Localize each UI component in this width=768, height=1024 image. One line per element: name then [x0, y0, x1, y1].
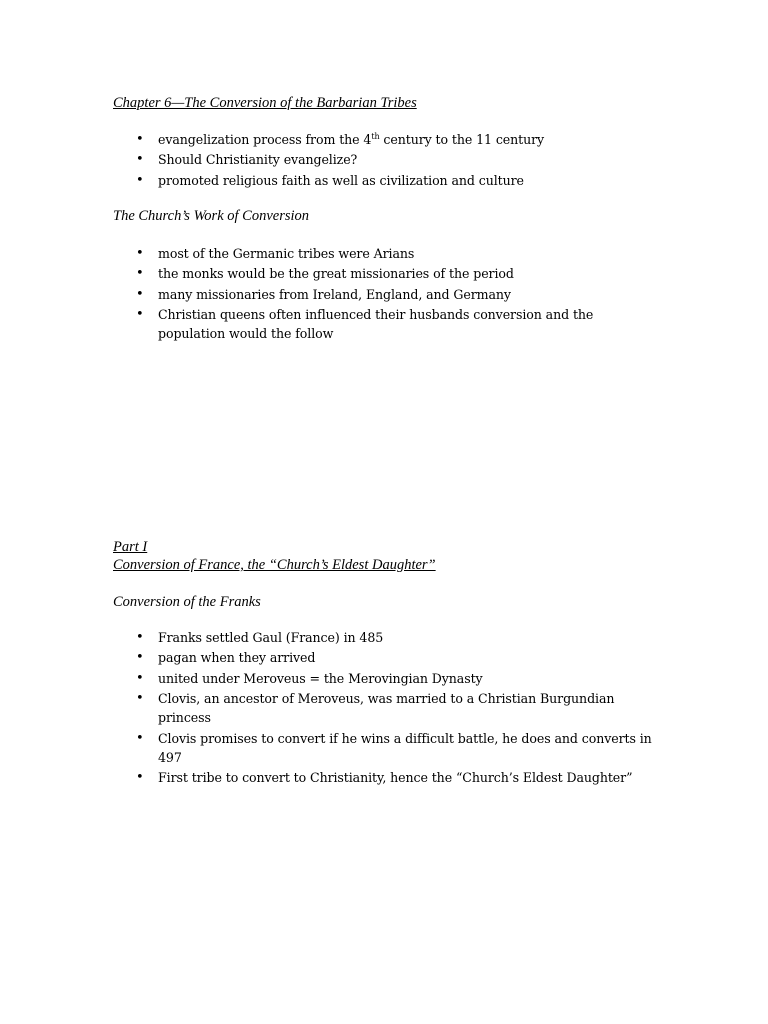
bullet-icon: • — [136, 266, 144, 282]
section-heading-church-work: The Church’s Work of Conversion — [113, 208, 310, 224]
section2-bullet-list — [0, 628, 658, 788]
list-item-text: pagan when they arrived — [158, 650, 316, 666]
list-item — [0, 305, 658, 343]
list-item — [0, 264, 658, 283]
list-item — [0, 689, 658, 727]
bullet-icon: • — [136, 307, 144, 323]
bullet-icon: • — [136, 730, 144, 746]
list-item-text: century to the 11 century — [379, 132, 545, 147]
list-item-text: the monks would be the great missionaries of the period — [158, 266, 514, 282]
section-heading-franks: Conversion of the Franks — [113, 594, 261, 610]
list-item-text: Should Christianity evangelize? — [158, 152, 358, 168]
list-item — [0, 285, 658, 304]
list-item-text: united under Meroveus = the Merovingian Dynasty — [158, 670, 483, 686]
list-item — [0, 244, 658, 263]
list-item — [0, 171, 658, 190]
list-item-text: many missionaries from Ireland, England, and Germany — [158, 286, 511, 302]
list-item — [0, 648, 658, 667]
bullet-icon: • — [136, 670, 144, 686]
bullet-icon: • — [136, 152, 144, 168]
list-item-text: First tribe to convert to Christianity, hence the “Church’s Eldest Daughter” — [158, 769, 633, 785]
bullet-icon: • — [136, 630, 144, 645]
bullet-icon: • — [136, 650, 144, 666]
list-item — [0, 669, 658, 688]
list-item-text: Christian queens often influenced their husbands conversion and the population would the follow — [158, 307, 594, 342]
list-item-text: Clovis, an ancestor of Meroveus, was married to a Christian Burgundian princess — [158, 691, 615, 726]
section1-bullet-list — [0, 244, 658, 345]
list-item — [0, 628, 658, 647]
list-item — [0, 130, 658, 149]
list-item-text: promoted religious faith as well as civilization and culture — [158, 172, 524, 188]
list-item — [0, 150, 658, 169]
part-label: Part I — [113, 539, 148, 555]
list-item — [0, 768, 658, 787]
ordinal-suffix: th — [371, 131, 380, 141]
bullet-icon: • — [136, 246, 144, 261]
bullet-icon: • — [136, 691, 144, 707]
list-item-text: most of the Germanic tribes were Arians — [158, 246, 415, 261]
chapter-title: Chapter 6—The Conversion of the Barbarian Tribes — [113, 95, 417, 111]
intro-bullet-list — [0, 130, 658, 191]
list-item-text: Clovis promises to convert if he wins a difficult battle, he does and converts in 497 — [158, 730, 652, 765]
bullet-icon: • — [136, 132, 144, 147]
list-item-text: Franks settled Gaul (France) in 485 — [158, 630, 384, 645]
part-title: Conversion of France, the “Church’s Eldest Daughter” — [113, 557, 436, 573]
bullet-icon: • — [136, 172, 144, 188]
list-item — [0, 729, 658, 767]
list-item-text: evangelization process from the 4 — [158, 132, 372, 147]
bullet-icon: • — [136, 286, 144, 302]
bullet-icon: • — [136, 769, 144, 785]
